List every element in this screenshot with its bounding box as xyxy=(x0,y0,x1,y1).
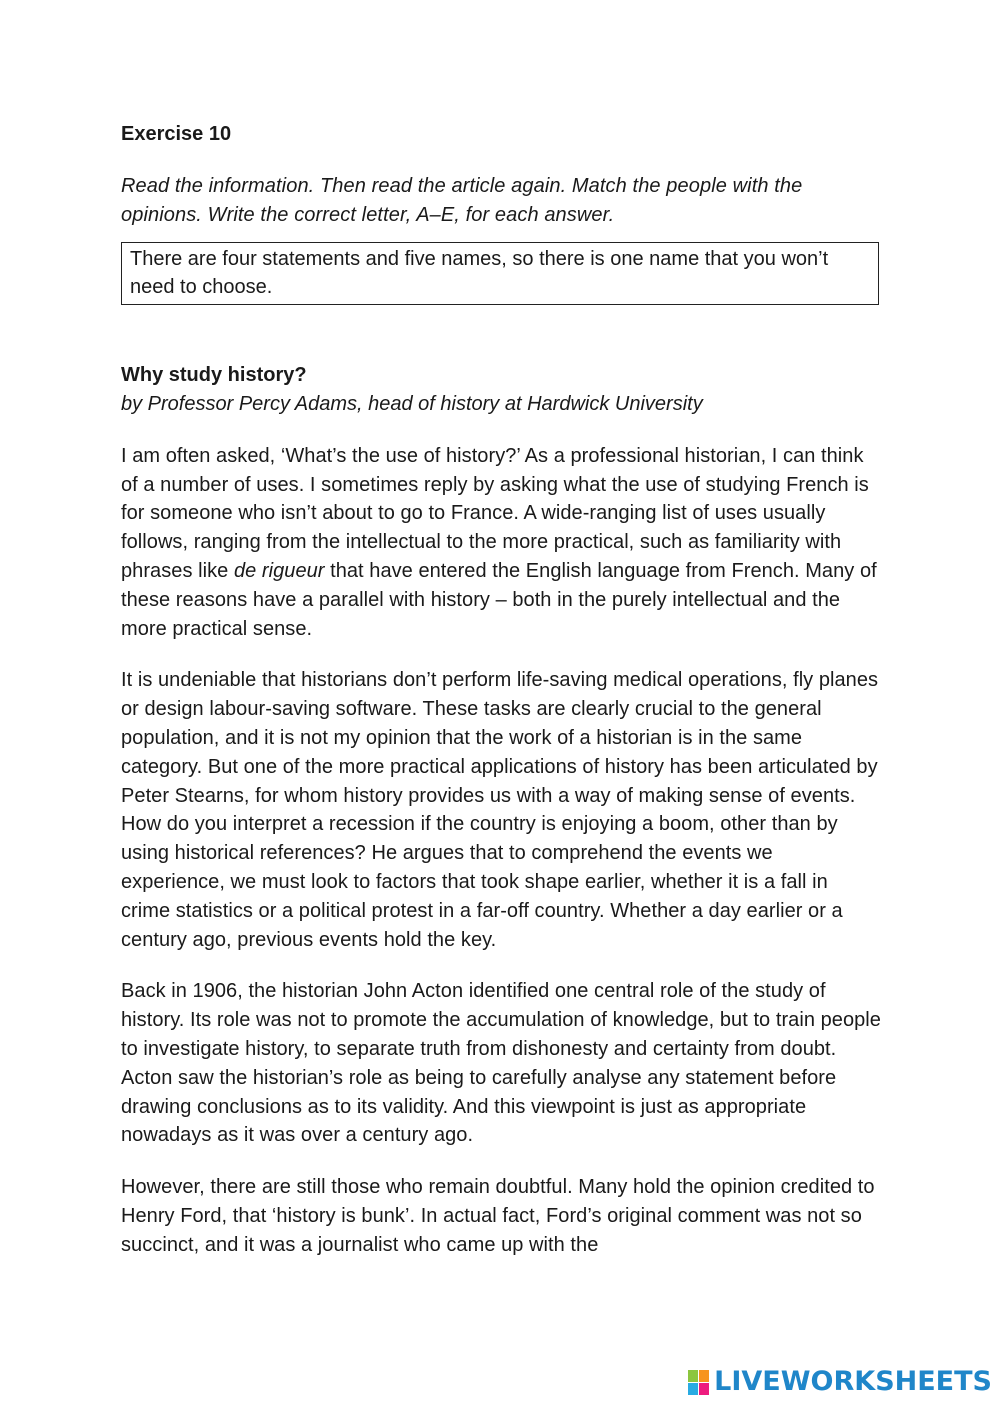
paragraph-1-text-end: that have entered the English language from French. Many of these reasons have a parallel with history – both in the purely intellectual and the more practical sense. xyxy=(121,559,877,640)
logo-square-green xyxy=(688,1370,698,1382)
article-byline: by Professor Percy Adams, head of history at Hardwick University xyxy=(121,392,703,415)
article-paragraph-1 xyxy=(121,442,881,644)
logo-square-orange xyxy=(699,1370,709,1382)
italic-phrase: de rigueur xyxy=(233,559,325,582)
article-paragraph-3: Back in 1906, the historian John Acton identified one central role of the study of history. Its role was not to promote the accumulation of knowledge, but to train people to investigate history, to separate truth from dishonesty and certainty from doubt. Acton saw the historian’s role as being to carefully analyse any statement before drawing conclusions as to its validity. And this viewpoint is just as appropriate nowadays as it was over a century ago. xyxy=(121,980,881,1147)
article-paragraph-2: It is undeniable that historians don’t perform life-saving medical operations, fly planes or design labour-saving software. These tasks are clearly crucial to the general population, and it is not my opinion that the work of a historian is in the same category. But one of the more practical applications of history has been articulated by Peter Stearns, for whom history provides us with a way of making sense of events. How do you interpret a recession if the country is enjoying a boom, other than by using historical references? He argues that to comprehend the events we experience, we must look to factors that took shape earlier, whether it is a fall in crime statistics or a political protest in a far-off country. Whether a day earlier or a century ago, previous events hold the key. xyxy=(121,669,879,951)
paragraph-1-text-start: I am often asked, ‘What’s the use of history?’ As a professional historian, I can think of a number of uses. I sometimes reply by asking what the use of studying French is for someone who isn’t about to go to France. A wide-ranging list of uses usually follows, ranging from the intellectual to the more practical, such as familiarity with phrases like xyxy=(121,444,869,582)
article-paragraph-4: However, there are still those who remain doubtful. Many hold the opinion credited to Henry Ford, that ‘history is bunk’. In actual fact, Ford’s original comment was not so succinct, and it was a journalist who came up with the xyxy=(121,1176,875,1256)
liveworksheets-wordmark: LIVEWORKSHEETS xyxy=(714,1366,992,1397)
exercise-title: Exercise 10 xyxy=(121,123,232,145)
liveworksheets-logo[interactable] xyxy=(688,1367,992,1397)
exercise-instructions: Read the information. Then read the article again. Match the people with the opinions. Write the correct letter, A–E, for each answer. xyxy=(121,175,803,226)
info-box: There are four statements and five names, so there is one name that you won’t need to choose. xyxy=(121,242,879,306)
liveworksheets-icon xyxy=(688,1370,709,1395)
article-title: Why study history? xyxy=(121,364,307,387)
logo-square-pink xyxy=(699,1383,709,1395)
worksheet-page xyxy=(121,120,881,1260)
logo-square-blue xyxy=(688,1383,698,1395)
